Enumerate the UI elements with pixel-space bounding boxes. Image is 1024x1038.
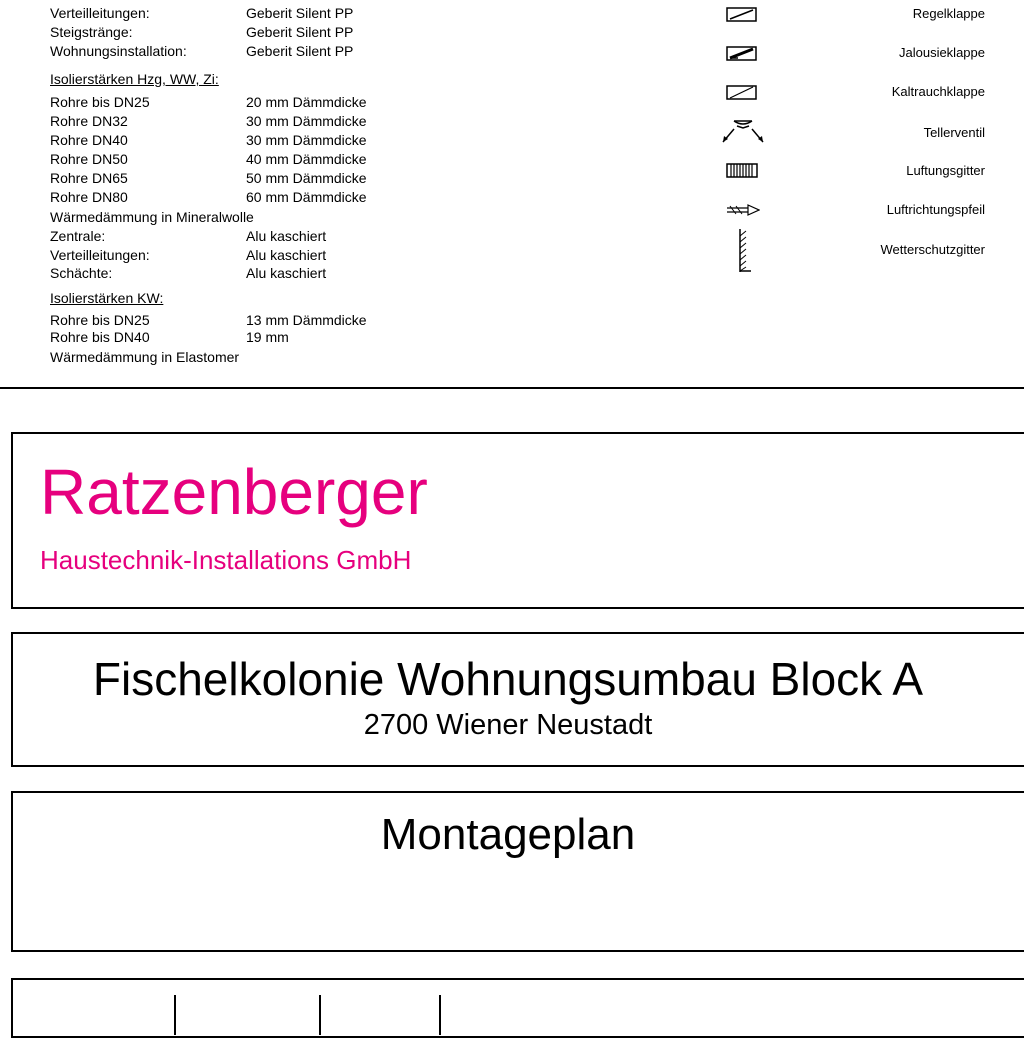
row-label: Rohre DN80: [50, 189, 128, 205]
cladding-row: [50, 265, 327, 281]
row-value: 20 mm Dämmdicke: [246, 94, 367, 110]
legend-label: Tellerventil: [923, 125, 985, 140]
plan-title: Montageplan: [380, 810, 636, 859]
row-value: Geberit Silent PP: [246, 24, 354, 40]
row-label: Rohre bis DN40: [50, 329, 150, 345]
row-value: 60 mm Dämmdicke: [246, 189, 367, 205]
project-title: Fischelkolonie Wohnungsumbau Block A: [92, 653, 924, 705]
table-divider: [174, 995, 176, 1035]
info-table-box: [11, 978, 1024, 1038]
row-label: Rohre DN40: [50, 132, 128, 148]
insulation-row: [50, 170, 367, 186]
cladding-row: [50, 247, 327, 263]
insulation-note: Wärmedämmung in Mineralwolle: [50, 209, 254, 225]
material-row: [50, 43, 354, 59]
table-divider: [319, 995, 321, 1035]
insulation-row: [50, 312, 367, 328]
material-row: [50, 24, 354, 40]
row-value: Geberit Silent PP: [246, 43, 354, 59]
row-label: Steigstränge:: [50, 24, 133, 40]
row-label: Rohre DN65: [50, 170, 128, 186]
row-label: Rohre DN50: [50, 151, 128, 167]
row-value: 30 mm Dämmdicke: [246, 132, 367, 148]
material-row: [50, 5, 354, 21]
plan-box: [11, 791, 1024, 952]
project-location: 2700 Wiener Neustadt: [363, 709, 653, 741]
legend-label: Kaltrauchklappe: [891, 84, 985, 99]
row-value: 50 mm Dämmdicke: [246, 170, 367, 186]
cladding-row: [50, 228, 327, 244]
row-label: Wohnungsinstallation:: [50, 43, 187, 59]
insulation-row: [50, 132, 367, 148]
tellerventil-icon: [720, 115, 766, 147]
insulation-row: [50, 113, 367, 129]
insulation-row: [50, 189, 367, 205]
row-label: Rohre DN32: [50, 113, 128, 129]
section-heading: Isolierstärken KW:: [50, 290, 164, 306]
insulation-row: [50, 94, 367, 110]
row-label: Verteilleitungen:: [50, 247, 150, 263]
row-value: Alu kaschiert: [246, 265, 327, 281]
insulation-row: [50, 151, 367, 167]
kaltrauchklappe-icon: [726, 85, 758, 101]
company-box: [11, 432, 1024, 609]
row-label: Rohre bis DN25: [50, 312, 150, 328]
legend-label: Luftungsgitter: [906, 163, 985, 178]
project-box: [11, 632, 1024, 767]
legend-label: Wetterschutzgitter: [880, 242, 985, 257]
legend-label: Jalousieklappe: [898, 45, 985, 60]
row-value: 40 mm Dämmdicke: [246, 151, 367, 167]
luftrichtungspfeil-icon: [726, 203, 760, 217]
section-divider: [0, 387, 1024, 389]
company-subtitle: Haustechnik-Installations GmbH: [40, 545, 412, 575]
lueftungsgitter-icon: [726, 163, 760, 179]
legend-label: Luftrichtungspfeil: [886, 202, 985, 217]
table-divider: [439, 995, 441, 1035]
row-value: Geberit Silent PP: [246, 5, 354, 21]
row-value: 30 mm Dämmdicke: [246, 113, 367, 129]
row-label: Schächte:: [50, 265, 113, 281]
row-value: 13 mm Dämmdicke: [246, 312, 367, 328]
jalousieklappe-icon: [726, 46, 758, 62]
row-label: Verteilleitungen:: [50, 5, 150, 21]
row-label: Rohre bis DN25: [50, 94, 150, 110]
company-name: Ratzenberger: [40, 456, 428, 528]
row-label: Zentrale:: [50, 228, 106, 244]
section-heading: Isolierstärken Hzg, WW, Zi:: [50, 71, 219, 87]
wetterschutzgitter-icon: [734, 228, 754, 274]
insulation-row: [50, 329, 289, 345]
insulation-note: Wärmedämmung in Elastomer: [50, 349, 240, 365]
row-value: 19 mm: [246, 329, 289, 345]
specification-block: [0, 0, 700, 380]
row-value: Alu kaschiert: [246, 228, 327, 244]
row-value: Alu kaschiert: [246, 247, 327, 263]
regelklappe-icon: [726, 7, 758, 23]
legend-label: Regelklappe: [912, 6, 985, 21]
